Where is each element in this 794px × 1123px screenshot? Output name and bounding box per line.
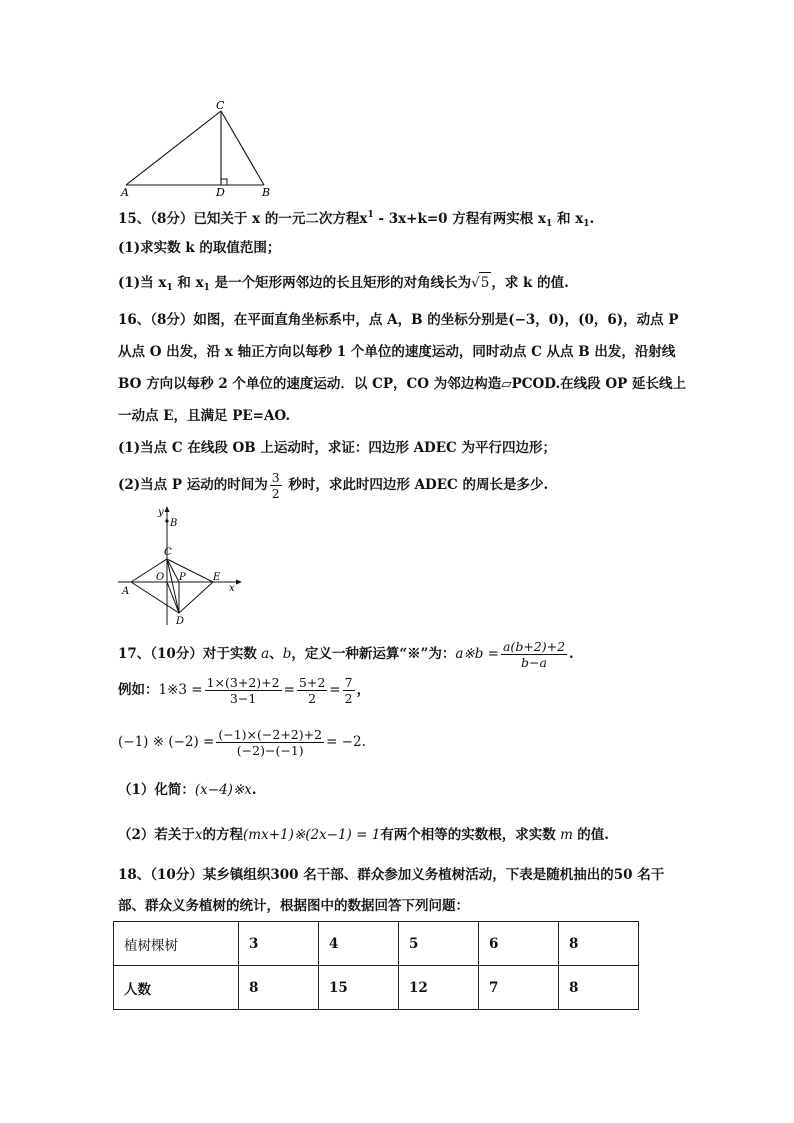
table-cell: 8 <box>559 922 639 966</box>
label-o: O <box>156 572 165 583</box>
quadrilateral-adec <box>131 559 213 613</box>
q15-part2: (1)当 $x_1$ 和 $x_1$ 是一个矩形两邻边的长且矩形的对角线长为√5 ，求 k 的值. <box>118 272 569 298</box>
q16-stem-line1: 16、（8分）如图，在平面直角坐标系中，点 A，B 的坐标分别是(−3，0)，(0，6)，动点 P <box>118 312 679 328</box>
side-ac <box>126 111 221 185</box>
table-cell: 植树棵树 <box>114 922 239 966</box>
q17-stem: 17、（10分）对于实数 a、b，定义一种新运算“※”为：a※b = $\frac{a(b+2)+2}{b-a}$ . <box>118 639 574 670</box>
q16-stem-line3: BO 方向以每秒 2 个单位的速度运动．以 CP，CO 为邻边构造▱PCOD.在线段 OP 延长线上 <box>118 376 686 392</box>
label-a: A <box>122 586 130 597</box>
y-axis-arrow-icon <box>165 506 170 512</box>
tree-planting-table <box>113 921 639 1010</box>
label-a: A <box>121 186 129 199</box>
label-c: C <box>216 99 225 112</box>
table-cell: 7 <box>479 966 559 1010</box>
point-b <box>165 519 168 522</box>
label-p: P <box>179 572 186 583</box>
right-angle-mark <box>221 179 227 185</box>
q16-part1: (1)当点 C 在线段 OB 上运动时，求证：四边形 ADEC 为平行四边形； <box>118 440 556 456</box>
label-b: B <box>262 186 271 199</box>
table-cell: 12 <box>399 966 479 1010</box>
q15-stem: 15、（8分）已知关于 x 的一元二次方程$x^1 - 3x+k=0$ 方程有两实根 $x_1$ 和 $x_1$. <box>118 210 595 229</box>
label-c: C <box>164 547 172 558</box>
table-cell: 4 <box>319 922 399 966</box>
table-row <box>114 966 639 1010</box>
table-row <box>114 922 639 966</box>
triangle-figure <box>118 96 288 200</box>
label-x: x <box>229 583 235 594</box>
q18-stem-line2: 部、群众义务植树的统计，根据图中的数据回答下列问题： <box>118 898 469 914</box>
q17-example2: (−1) ※ (−2) = $\frac{(-1)\times(-2+2)+2}{(-2)-(-1)}$ = −2. <box>118 727 366 758</box>
q16-stem-line2: 从点 O 出发，沿 x 轴正方向以每秒 1 个单位的速度运动，同时动点 C 从点 B 出发，沿射线 <box>118 344 676 360</box>
label-d: D <box>176 616 185 627</box>
table-cell: 3 <box>239 922 319 966</box>
q17-part1: （1）化简：(x−4)※x. <box>118 782 257 798</box>
label-b: B <box>170 518 178 529</box>
table-cell: 8 <box>239 966 319 1010</box>
q17-example1: 例如：1※3 = $\frac{1\times(3+2)+2}{3-1}$ = $\frac{5+2}{2}$ = $\frac{7}{2}$ ， <box>118 675 371 706</box>
label-d: D <box>216 186 225 199</box>
table-cell: 8 <box>559 966 639 1010</box>
table-cell: 人数 <box>114 966 239 1010</box>
table-cell: 6 <box>479 922 559 966</box>
table-cell: 15 <box>319 966 399 1010</box>
label-y: y <box>158 507 164 518</box>
q18-stem-line1: 18、（10分）某乡镇组织300 名干部、群众参加义务植树活动，下表是随机抽出的50 名干 <box>118 867 665 883</box>
x-axis-arrow-icon <box>236 580 242 585</box>
side-cb <box>221 111 264 185</box>
q16-stem-line4: 一动点 E，且满足 PE=AO. <box>118 408 291 424</box>
q16-part2: (2)当点 P 运动的时间为 $\frac{3}{2}$ 秒时，求此时四边形 ADEC 的周长是多少. <box>118 470 549 501</box>
q15-part1: (1)求实数 k 的取值范围； <box>118 240 281 256</box>
label-e: E <box>213 572 221 583</box>
coordinate-figure <box>116 503 244 629</box>
q17-part2: （2）若关于x的方程(mx+1)※(2x−1) = 1有两个相等的实数根，求实数 m 的值. <box>118 827 609 843</box>
table-cell: 5 <box>399 922 479 966</box>
